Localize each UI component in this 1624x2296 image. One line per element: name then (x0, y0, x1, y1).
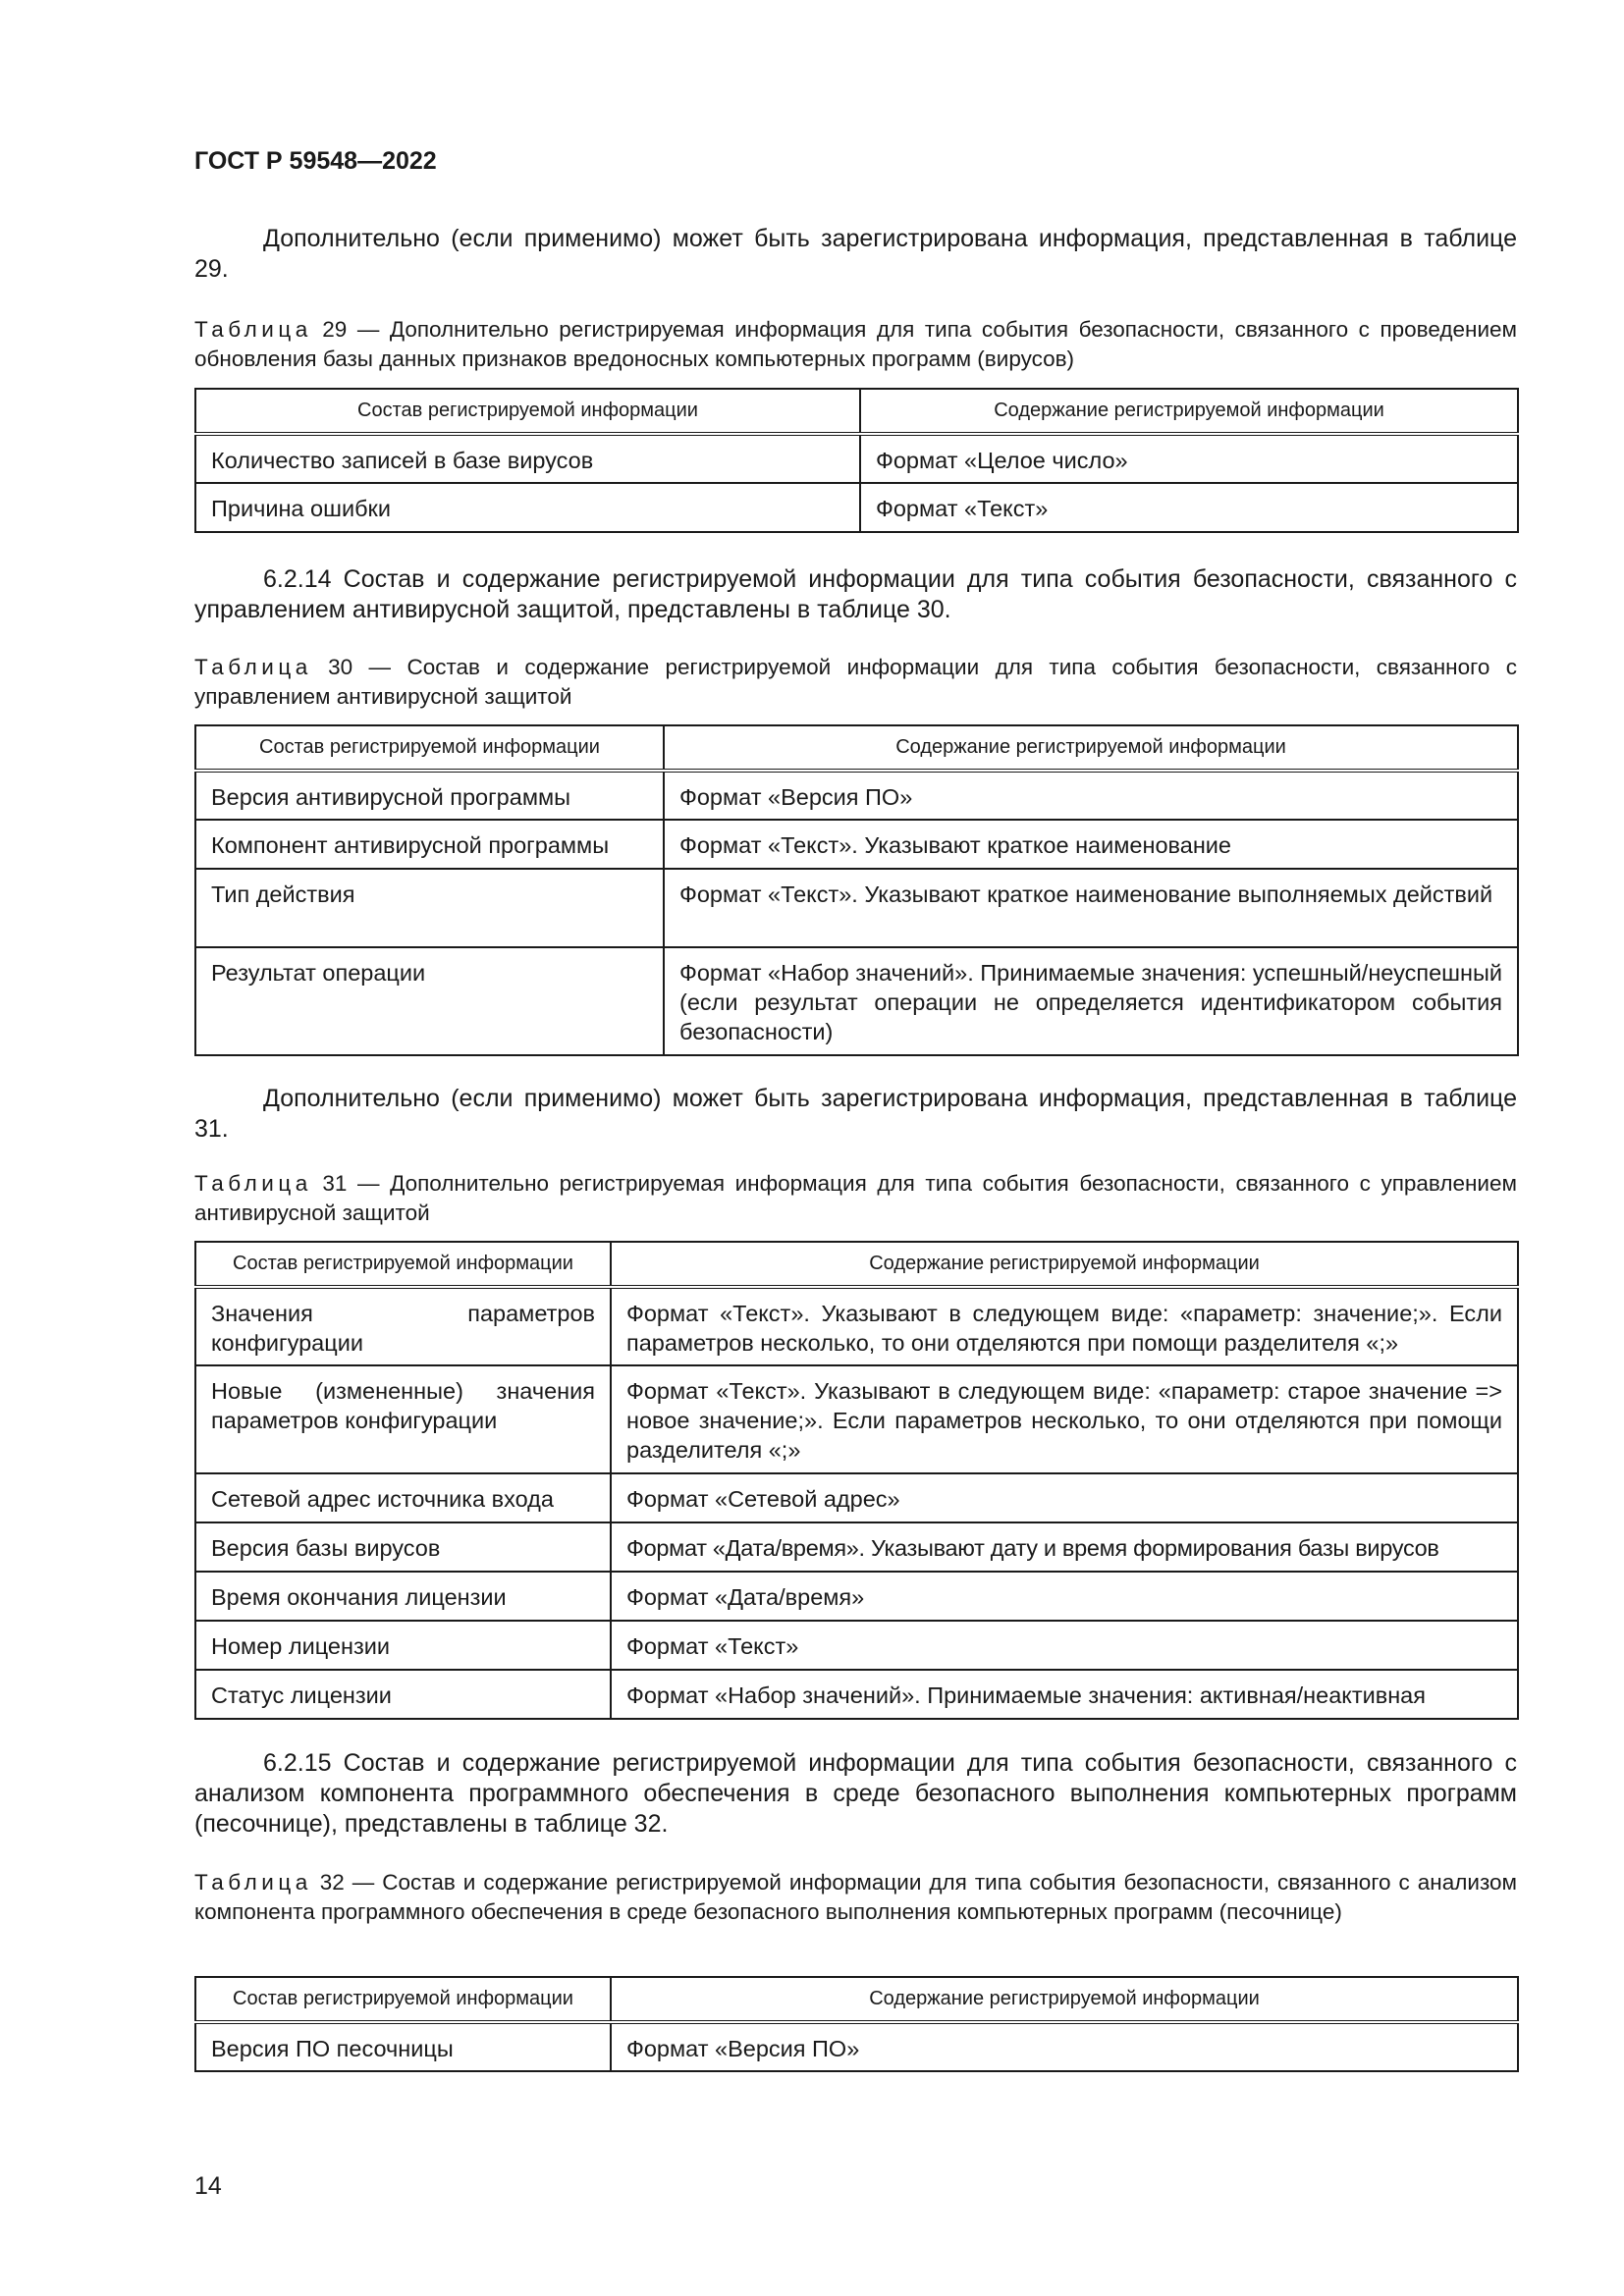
table-cell: Версия ПО песочницы (195, 2022, 611, 2071)
table-header-row (195, 389, 1518, 434)
table-cell: Формат «Целое число» (860, 434, 1518, 483)
table-31 (194, 1241, 1519, 1720)
table-row (195, 1365, 1518, 1473)
table-29-caption-word: Таблица (194, 317, 312, 342)
table-cell: Формат «Дата/время». Указывают дату и время формирования базы вирусов (611, 1522, 1518, 1572)
table-32-caption (194, 1868, 1517, 1927)
paragraph-3: Дополнительно (если применимо) может быть зарегистрирована информация, представленная в таблице 31. (194, 1085, 1517, 1143)
table-cell: Формат «Версия ПО» (664, 771, 1518, 820)
table-30-caption (194, 653, 1517, 712)
column-header: Состав регистрируемой информации (195, 389, 860, 434)
column-header: Состав регистрируемой информации (195, 725, 664, 771)
table-cell: Формат «Дата/время» (611, 1572, 1518, 1621)
table-cell: Тип действия (195, 869, 664, 947)
table-row (195, 483, 1518, 532)
table-cell: Формат «Версия ПО» (611, 2022, 1518, 2071)
table-cell: Формат «Сетевой адрес» (611, 1473, 1518, 1522)
column-header: Содержание регистрируемой информации (611, 1242, 1518, 1287)
table-cell: Номер лицензии (195, 1621, 611, 1670)
table-row (195, 2022, 1518, 2071)
table-29 (194, 388, 1519, 533)
column-header: Содержание регистрируемой информации (860, 389, 1518, 434)
table-cell: Результат операции (195, 947, 664, 1055)
table-32 (194, 1976, 1519, 2072)
table-row (195, 1473, 1518, 1522)
table-row (195, 1287, 1518, 1365)
table-cell: Новые (измененные) значения параметров конфигурации (195, 1365, 611, 1473)
table-header-row (195, 1242, 1518, 1287)
table-32-caption-word: Таблица (194, 1870, 312, 1895)
table-header-row (195, 725, 1518, 771)
table-31-caption-word: Таблица (194, 1171, 312, 1196)
table-cell: Формат «Текст». Указывают в следующем виде: «параметр: значение;». Если параметров несколько, то они отделяются при помощи разделителя «;» (611, 1287, 1518, 1365)
column-header: Содержание регистрируемой информации (611, 1977, 1518, 2022)
table-row (195, 947, 1518, 1055)
table-cell: Формат «Текст» (860, 483, 1518, 532)
table-cell: Компонент антивирусной программы (195, 820, 664, 869)
table-cell: Формат «Текст» (611, 1621, 1518, 1670)
table-30-caption-text: 30 — Состав и содержание регистрируемой информации для типа события безопасности, связанного с управлением антивирусной защитой (194, 655, 1517, 709)
paragraph-2: 6.2.14 Состав и содержание регистрируемой информации для типа события безопасности, связанного с управлением антивирусной защитой, представлены в таблице 30. (194, 565, 1517, 623)
document-header: ГОСТ Р 59548—2022 (194, 147, 437, 175)
table-cell: Формат «Текст». Указывают в следующем виде: «параметр: старое значение => новое значение;». Если параметров несколько, то они отделяются при помощи разделителя «;» (611, 1365, 1518, 1473)
table-30 (194, 724, 1519, 1056)
table-31-caption-text: 31 — Дополнительно регистрируемая информация для типа события безопасности, связанного с управлением антивирусной защитой (194, 1171, 1517, 1225)
table-row (195, 869, 1518, 947)
column-header: Состав регистрируемой информации (195, 1242, 611, 1287)
table-header-row (195, 1977, 1518, 2022)
table-cell: Версия антивирусной программы (195, 771, 664, 820)
table-29-caption-text: 29 — Дополнительно регистрируемая информация для типа события безопасности, связанного с проведением обновления базы данных признаков вредоносных компьютерных программ (вирусов) (194, 317, 1517, 371)
table-row (195, 1522, 1518, 1572)
table-cell: Причина ошибки (195, 483, 860, 532)
table-32-caption-text: 32 — Состав и содержание регистрируемой информации для типа события безопасности, связанного с анализом компонента программного обеспечения в среде безопасного выполнения компьютерных программ (песочнице) (194, 1870, 1517, 1924)
table-row (195, 1572, 1518, 1621)
column-header: Содержание регистрируемой информации (664, 725, 1518, 771)
table-cell: Формат «Набор значений». Принимаемые значения: активная/неактивная (611, 1670, 1518, 1719)
table-row (195, 1621, 1518, 1670)
table-30-caption-word: Таблица (194, 655, 312, 679)
table-cell: Статус лицензии (195, 1670, 611, 1719)
table-31-caption (194, 1169, 1517, 1228)
table-cell: Формат «Набор значений». Принимаемые значения: успешный/неуспешный (если результат операции не определяется идентификатором события безопасности) (664, 947, 1518, 1055)
page-number: 14 (194, 2172, 222, 2200)
table-row (195, 434, 1518, 483)
table-cell: Время окончания лицензии (195, 1572, 611, 1621)
table-cell: Значения параметров конфигурации (195, 1287, 611, 1365)
table-cell: Формат «Текст». Указывают краткое наименование выполняемых действий (664, 869, 1518, 947)
table-cell: Количество записей в базе вирусов (195, 434, 860, 483)
paragraph-4: 6.2.15 Состав и содержание регистрируемой информации для типа события безопасности, связанного с анализом компонента программного обеспечения в среде безопасного выполнения компьютерных программ (песочнице), представлены в таблице 32. (194, 1749, 1517, 1838)
table-row (195, 820, 1518, 869)
table-row (195, 1670, 1518, 1719)
table-cell: Версия базы вирусов (195, 1522, 611, 1572)
column-header: Состав регистрируемой информации (195, 1977, 611, 2022)
table-cell: Формат «Текст». Указывают краткое наименование (664, 820, 1518, 869)
table-cell: Сетевой адрес источника входа (195, 1473, 611, 1522)
table-row (195, 771, 1518, 820)
table-29-caption (194, 315, 1517, 374)
paragraph-1: Дополнительно (если применимо) может быть зарегистрирована информация, представленная в таблице 29. (194, 225, 1517, 283)
